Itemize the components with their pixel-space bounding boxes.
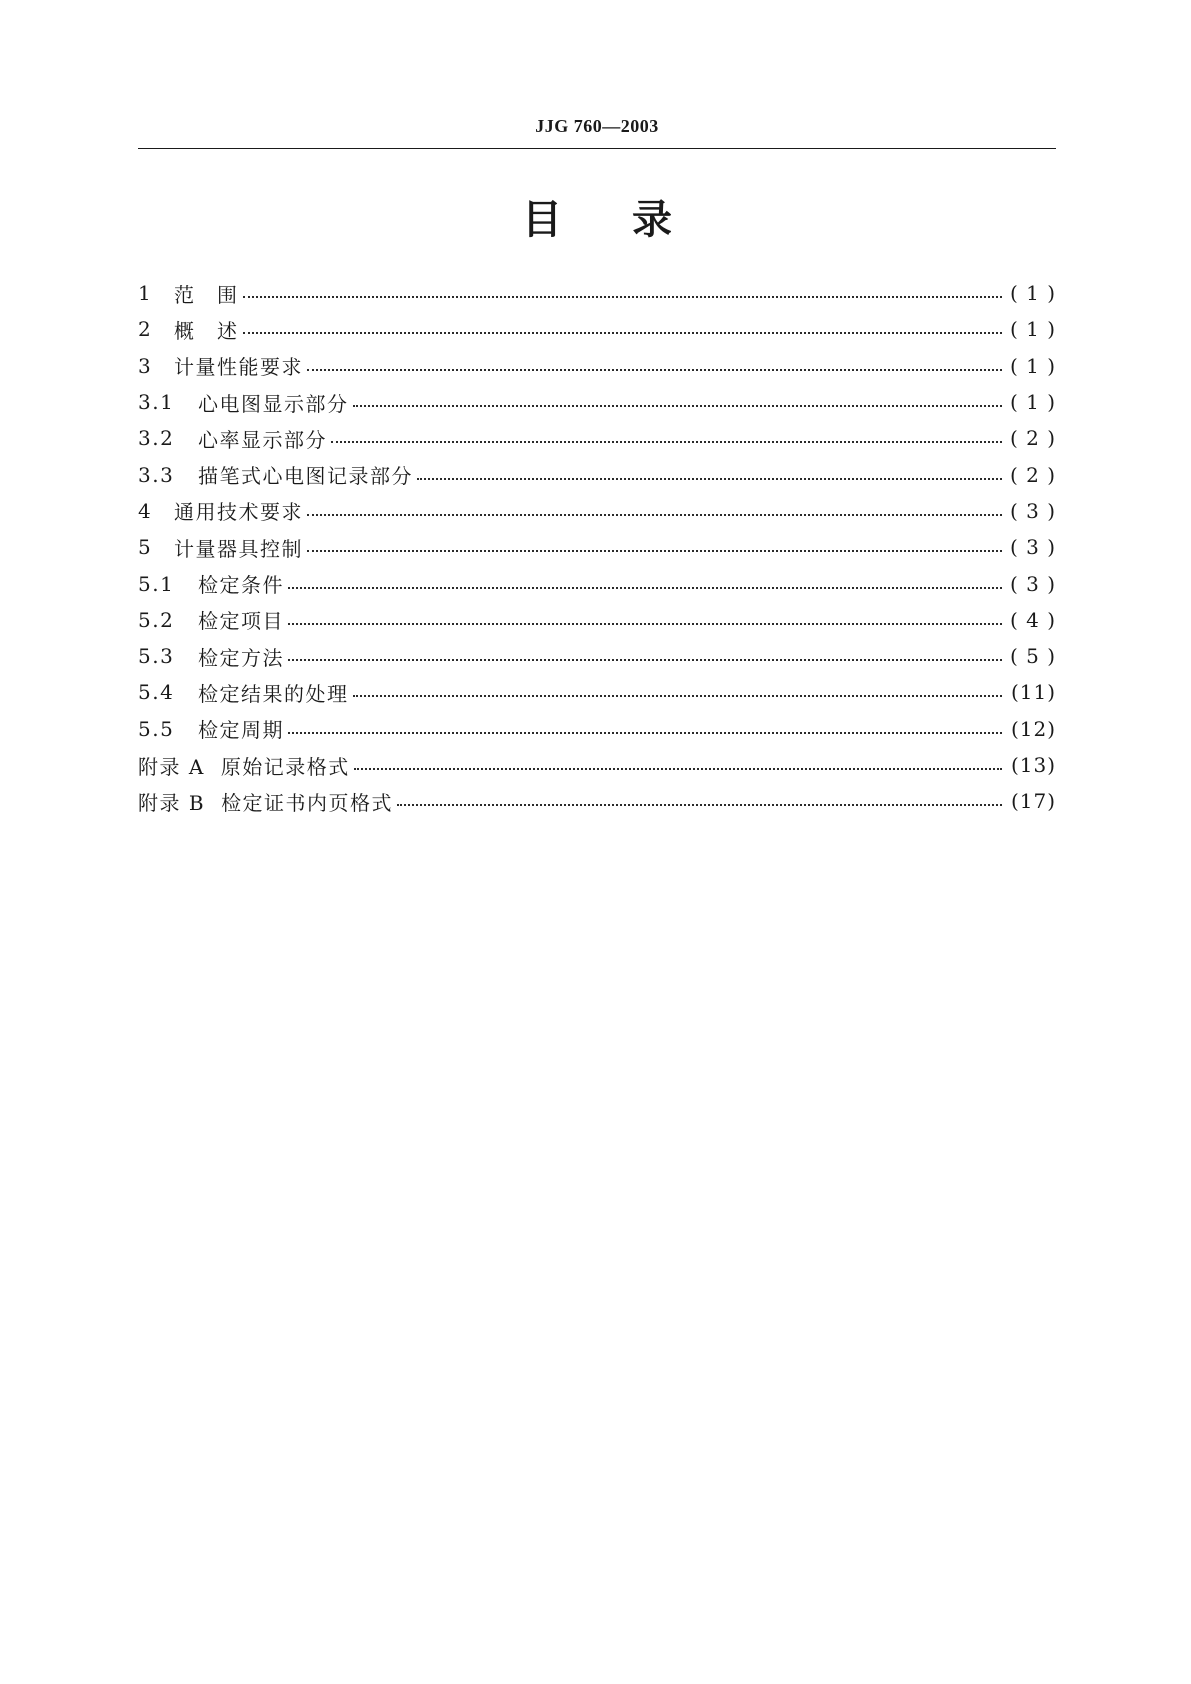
toc-entry-page: ( 2 ) (1009, 426, 1056, 451)
toc-entry-label: 原始记录格式 (220, 754, 350, 779)
toc-dot-leader (397, 784, 1002, 806)
toc-entry-number: 5.5 (138, 716, 175, 741)
toc-dot-leader (288, 712, 1002, 734)
toc-dot-leader (417, 458, 1002, 480)
toc-entry[interactable] (138, 674, 1056, 710)
toc-entry-label: 描笔式心电图记录部分 (198, 464, 413, 489)
toc-entry-number: 5.1 (138, 571, 175, 596)
toc-entry-page: (17) (1010, 789, 1056, 814)
toc-entry-page: ( 5 ) (1009, 644, 1056, 669)
toc-entry[interactable] (138, 565, 1056, 601)
toc-entry-label: 心率显示部分 (198, 427, 327, 452)
toc-entry-label: 通用技术要求 (174, 500, 303, 525)
toc-dot-leader (288, 603, 1002, 625)
toc-entry-label: 检定方法 (198, 645, 284, 670)
toc-entry[interactable] (138, 602, 1056, 638)
toc-entry-label: 心电图显示部分 (198, 391, 349, 416)
toc-entry-number: 附录 B (138, 790, 206, 815)
toc-entry[interactable] (138, 420, 1056, 456)
toc-dot-leader (353, 675, 1003, 697)
toc-entry[interactable] (138, 747, 1056, 783)
toc-dot-leader (243, 312, 1003, 334)
toc-entry-page: ( 3 ) (1009, 535, 1056, 560)
page-header-code: JJG 760—2003 (535, 116, 659, 136)
toc-entry-number: 5.2 (138, 607, 175, 632)
toc-dot-leader (288, 639, 1002, 661)
toc-dot-leader (353, 385, 1003, 407)
toc-dot-leader (307, 349, 1002, 371)
toc-entry-number: 4 (138, 498, 153, 523)
toc-entry-label: 检定周期 (198, 718, 284, 743)
toc-entry-page: ( 2 ) (1009, 462, 1056, 487)
toc-entry-page: ( 3 ) (1009, 571, 1056, 596)
toc-entry-page: ( 3 ) (1009, 498, 1056, 523)
toc-list (138, 275, 1056, 819)
toc-dot-leader (288, 567, 1002, 589)
toc-entry[interactable] (138, 456, 1056, 492)
toc-entry-label: 计量性能要求 (174, 355, 303, 380)
toc-entry-number: 5 (138, 535, 153, 560)
toc-entry-number: 3.2 (138, 426, 175, 451)
toc-entry-number: 5.3 (138, 644, 175, 669)
toc-entry-number: 3.3 (138, 462, 175, 487)
toc-entry[interactable] (138, 493, 1056, 529)
toc-entry-page: ( 1 ) (1009, 390, 1056, 415)
toc-entry-label: 范 围 (174, 282, 239, 307)
toc-entry[interactable] (138, 638, 1056, 674)
toc-entry-label: 计量器具控制 (174, 536, 303, 561)
toc-entry-number: 3.1 (138, 390, 175, 415)
toc-entry-label: 检定证书内页格式 (221, 790, 394, 815)
toc-entry-label: 检定结果的处理 (198, 681, 349, 706)
toc-entry[interactable] (138, 348, 1056, 384)
toc-title-left: 目 (522, 197, 562, 243)
toc-dot-leader (331, 421, 1002, 443)
toc-entry-page: ( 1 ) (1009, 317, 1056, 342)
toc-entry[interactable] (138, 783, 1056, 819)
toc-title-right: 录 (632, 197, 672, 243)
toc-dot-leader (307, 530, 1002, 552)
toc-title (138, 192, 1056, 248)
toc-entry-label: 检定条件 (198, 573, 284, 598)
toc-entry-number: 5.4 (138, 680, 175, 705)
toc-entry-label: 检定项目 (198, 609, 284, 634)
toc-dot-leader (243, 276, 1003, 298)
toc-entry-number: 2 (138, 317, 153, 342)
toc-entry-page: (11) (1010, 680, 1056, 705)
toc-dot-leader (354, 748, 1002, 770)
toc-entry-page: (13) (1010, 753, 1056, 777)
toc-entry-number: 1 (138, 281, 153, 306)
toc-entry-page: ( 1 ) (1009, 353, 1056, 378)
toc-entry[interactable] (138, 311, 1056, 347)
toc-entry-number: 3 (138, 353, 153, 378)
toc-entry-label: 概 述 (174, 318, 239, 343)
toc-entry[interactable] (138, 529, 1056, 565)
toc-entry[interactable] (138, 711, 1056, 747)
toc-entry-number: 附录 A (138, 754, 205, 779)
toc-entry[interactable] (138, 275, 1056, 311)
toc-entry-page: (12) (1010, 716, 1056, 741)
toc-entry-page: ( 1 ) (1009, 281, 1056, 306)
toc-dot-leader (307, 494, 1002, 516)
toc-entry[interactable] (138, 384, 1056, 420)
header-rule (138, 148, 1056, 149)
toc-entry-page: ( 4 ) (1009, 607, 1056, 632)
